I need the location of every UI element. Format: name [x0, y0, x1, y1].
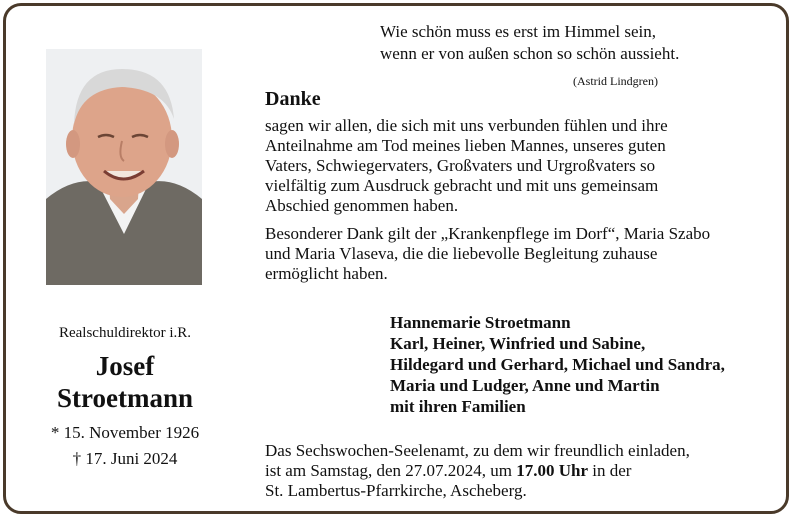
text-line: und Maria Vlaseva, die die liebevolle Begleitung zuhause	[265, 244, 658, 263]
closing-text: in der	[588, 461, 632, 480]
thanks-heading: Danke	[265, 88, 321, 110]
closing-line: Das Sechswochen-Seelenamt, zu dem wir freundlich einladen,	[265, 441, 690, 460]
birth-date: * 15. November 1926	[50, 423, 200, 442]
closing-line	[265, 461, 690, 481]
text-line: Abschied genommen haben.	[265, 196, 459, 215]
family-line: Maria und Ludger, Anne und Martin	[390, 376, 660, 395]
text-line: Anteilnahme am Tod meines lieben Mannes, unseres guten	[265, 136, 666, 155]
service-time: 17.00 Uhr	[516, 461, 588, 480]
text-line: vielfältig zum Ausdruck gebracht und mit uns gemeinsam	[265, 176, 659, 195]
text-line: Vaters, Schwiegervaters, Großvaters und Urgroßvaters so	[265, 156, 656, 175]
deceased-last-name: Stroetmann	[56, 383, 193, 413]
family-line: mit ihren Familien	[390, 397, 526, 416]
quote-line: Wie schön muss es erst im Himmel sein,	[380, 22, 657, 41]
closing-text: ist am Samstag, den 27.07.2024, um	[265, 461, 517, 480]
quote-line: wenn er von außen schon so schön aussieht.	[380, 44, 680, 63]
deceased-name	[20, 350, 230, 414]
text-line: sagen wir allen, die sich mit uns verbunden fühlen und ihre	[265, 116, 668, 135]
special-thanks-paragraph	[265, 224, 765, 284]
family-signature	[390, 312, 725, 417]
deceased-first-name: Josef	[95, 351, 155, 381]
family-line: Hildegard und Gerhard, Michael und Sandra,	[390, 355, 725, 374]
family-line: Karl, Heiner, Winfried und Sabine,	[390, 334, 646, 353]
quote-source: (Astrid Lindgren)	[573, 74, 658, 88]
thanks-paragraph	[265, 116, 765, 216]
closing-line: St. Lambertus-Pfarrkirche, Ascheberg.	[265, 481, 527, 500]
text-line: ermöglicht haben.	[265, 264, 388, 283]
service-announcement	[265, 441, 690, 501]
family-line: Hannemarie Stroetmann	[390, 313, 571, 332]
text-line: Besonderer Dank gilt der „Krankenpflege im Dorf“, Maria Szabo	[265, 224, 711, 243]
quote	[380, 21, 679, 65]
portrait-photo	[46, 49, 202, 285]
death-date: † 17. Juni 2024	[72, 449, 178, 468]
deceased-title: Realschuldirektor i.R.	[58, 325, 192, 341]
